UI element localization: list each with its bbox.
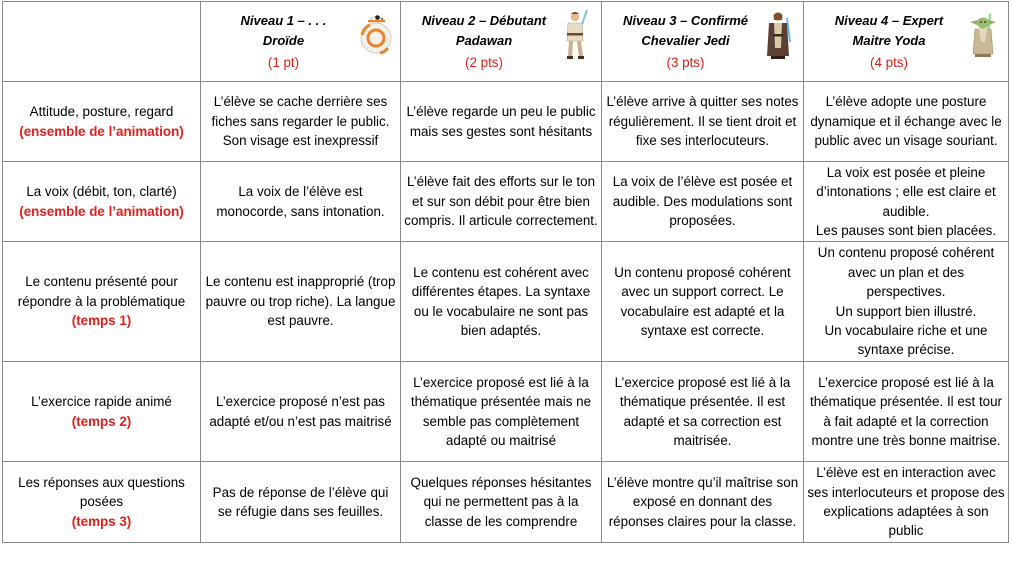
criterion-label: Le contenu présenté pour répondre à la problématique — [17, 274, 186, 309]
level-3-descriptor: Un contenu proposé cohérent avec un support correct. Le vocabulaire est adapté et la syntaxe est correcte. — [602, 242, 804, 362]
level-2-header — [401, 2, 602, 82]
level-3-descriptor: L’élève montre qu’il maîtrise son exposé en donnant des réponses claires pour la classe. — [602, 462, 804, 543]
level-1-header — [201, 2, 401, 82]
level-3-points: (3 pts) — [666, 54, 705, 70]
criterion-cell — [3, 462, 201, 543]
level-2-descriptor: L’exercice proposé est lié à la thématique présentée mais ne semble pas complètement adapté ou maitrisé — [401, 362, 602, 462]
criterion-cell — [3, 362, 201, 462]
table-row — [3, 242, 1009, 362]
level-4-descriptor: L’élève est en interaction avec ses interlocuteurs et propose des explications adaptées à son public — [804, 462, 1009, 543]
level-1-descriptor: Pas de réponse de l’élève qui se réfugie dans ses feuilles. — [201, 462, 401, 543]
criterion-label: L’exercice rapide animé — [31, 394, 172, 410]
level-2-descriptor: Quelques réponses hésitantes qui ne permettent pas à la classe de les comprendre — [401, 462, 602, 543]
level-4-descriptor: L’élève adopte une posture dynamique et il échange avec le public avec un visage souriant. — [804, 82, 1009, 162]
level-4-descriptor: La voix est posée et pleine d’intonations ; elle est claire et audible. Les pauses sont bien placées. — [804, 162, 1009, 242]
level-1-descriptor: L’élève se cache derrière ses fiches sans regarder le public. Son visage est inexpressif — [201, 82, 401, 162]
table-row — [3, 362, 1009, 462]
level-2-descriptor: L’élève fait des efforts sur le ton et sur son débit pour être bien compris. Il articule correctement. — [401, 162, 602, 242]
level-3-descriptor: L’élève arrive à quitter ses notes régulièrement. Il se tient droit et fixe ses interlocuteurs. — [602, 82, 804, 162]
level-4-name: Maitre Yoda — [852, 32, 926, 48]
criterion-label: Les réponses aux questions posées — [18, 474, 185, 510]
level-3-descriptor: L’exercice proposé est lié à la thématique présentée. Il est adapté et sa correction est maitrisée. — [602, 362, 804, 462]
criterion-note: (temps 1) — [71, 313, 132, 329]
level-2-name: Padawan — [455, 32, 513, 48]
criterion-cell — [3, 82, 201, 162]
jedi-knight-icon — [761, 8, 795, 60]
criterion-label: La voix (débit, ton, clarté) — [26, 184, 177, 200]
level-2-descriptor: L’élève regarde un peu le public mais ses gestes sont hésitants — [401, 82, 602, 162]
level-1-descriptor: Le contenu est inapproprié (trop pauvre ou trop riche). La langue est pauvre. — [201, 242, 401, 362]
criterion-note: (temps 3) — [71, 513, 132, 529]
criterion-note: (ensemble de l’animation) — [19, 203, 184, 219]
criterion-note: (temps 2) — [71, 413, 132, 429]
header-corner-cell — [3, 2, 201, 82]
level-1-points: (1 pt) — [267, 54, 300, 70]
level-4-points: (4 pts) — [870, 54, 908, 70]
level-4-title: Niveau 4 – Expert — [834, 12, 944, 28]
level-1-descriptor: L’exercice proposé n’est pas adapté et/ou n’est pas maitrisé — [201, 362, 401, 462]
level-2-title: Niveau 2 – Débutant — [421, 12, 547, 28]
criterion-cell — [3, 162, 201, 242]
level-2-descriptor: Le contenu est cohérent avec différentes étapes. La syntaxe ou le vocabulaire ne sont pas bien adaptés. — [401, 242, 602, 362]
criterion-note: (ensemble de l’animation) — [19, 123, 184, 139]
level-3-descriptor: La voix de l’élève est posée et audible. Des modulations sont proposées. — [602, 162, 804, 242]
level-3-header — [602, 2, 804, 82]
level-1-title: Niveau 1 – . . . — [240, 12, 327, 28]
padawan-icon — [559, 8, 593, 60]
yoda-icon — [966, 8, 1000, 60]
level-4-descriptor: Un contenu proposé cohérent avec un plan et des perspectives. Un support bien illustré. Un vocabulaire riche et une syntaxe précise. — [804, 242, 1009, 362]
bb8-droid-icon — [358, 8, 392, 60]
level-2-points: (2 pts) — [465, 54, 503, 70]
header-row — [3, 2, 1009, 82]
level-4-descriptor: L’exercice proposé est lié à la thématique présentée. Il est tour à fait adapté et la correction montre une très bonne maitrise. — [804, 362, 1009, 462]
level-1-descriptor: La voix de l’élève est monocorde, sans intonation. — [201, 162, 401, 242]
level-1-name: Droïde — [262, 32, 305, 48]
table-row — [3, 82, 1009, 162]
level-3-name: Chevalier Jedi — [641, 32, 730, 48]
level-3-title: Niveau 3 – Confirmé — [623, 12, 748, 28]
table-row — [3, 162, 1009, 242]
level-4-header — [804, 2, 1009, 82]
criterion-cell — [3, 242, 201, 362]
evaluation-rubric-table — [2, 1, 1009, 543]
table-row — [3, 462, 1009, 543]
criterion-label: Attitude, posture, regard — [29, 104, 174, 120]
